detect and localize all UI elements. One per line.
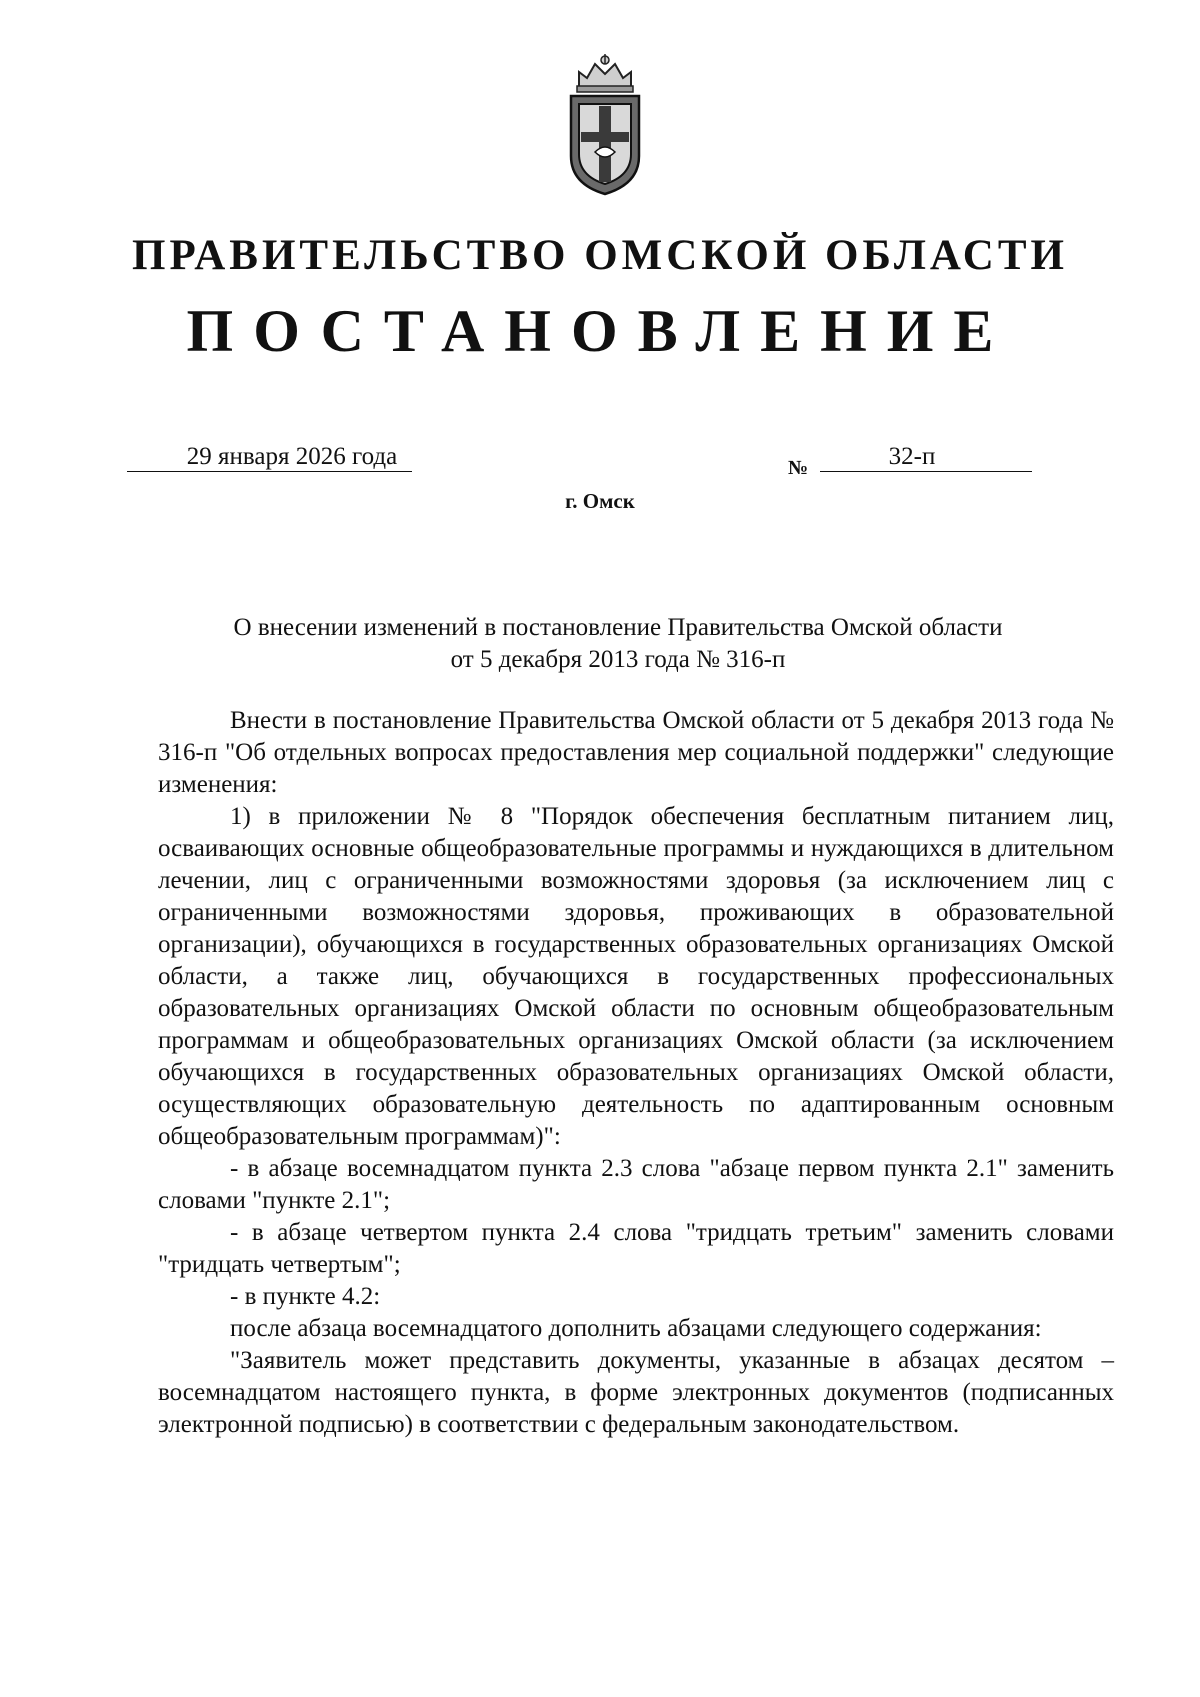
- body-paragraph: 1) в приложении № 8 "Порядок обеспечения бесплатным питанием лиц, осваивающих основные общеобразовательные программы и нуждающихся в длительном лечении, лиц с ограниченными возможностями здоровья (за исключением лиц с ограниченными возможностями здоровья, проживающих в образовательной организации), обучающихся в государственных образовательных организациях Омской области, а также лиц, обучающихся в государственных профессиональных образовательных организациях Омской области по основным общеобразовательным программам и общеобразовательных организациях Омской области (за исключением обучающихся в государственных образовательных организациях Омской области, осуществляющих образовательную деятельность по адаптированным основным общеобразовательным программам)":: [158, 803, 1114, 1150]
- body-paragraph: Внести в постановление Правительства Омской области от 5 декабря 2013 года № 316-п "Об отдельных вопросах предоставления мер социальной поддержки" следующие изменения:: [158, 707, 1114, 798]
- org-title: ПРАВИТЕЛЬСТВО ОМСКОЙ ОБЛАСТИ: [132, 232, 1068, 279]
- document-body: [158, 705, 1114, 1441]
- date-underline: [127, 471, 412, 472]
- number-sign: №: [788, 457, 809, 479]
- document-kind-title: ПОСТАНОВЛЕНИЕ: [186, 298, 1014, 364]
- city-name: г. Омск: [565, 489, 635, 513]
- body-paragraph: "Заявитель может представить документы, указанные в абзацах десятом – восемнадцатом настоящего пункта, в форме электронных документов (подписанных электронной подписью) в соответствии с федеральным законодательством.: [158, 1347, 1114, 1438]
- body-paragraph: после абзаца восемнадцатого дополнить абзацами следующего содержания:: [230, 1315, 1042, 1342]
- subject-line-2: от 5 декабря 2013 года № 316-п: [450, 646, 786, 673]
- body-paragraph: - в пункте 4.2:: [230, 1283, 381, 1310]
- document-subject: [158, 612, 1078, 676]
- body-paragraph: - в абзаце восемнадцатом пункта 2.3 слова "абзаце первом пункта 2.1" заменить словами "пункте 2.1";: [158, 1155, 1114, 1214]
- body-paragraph: - в абзаце четвертом пункта 2.4 слова "тридцать третьим" заменить словами "тридцать четвертым";: [158, 1219, 1114, 1278]
- number-underline: [820, 471, 1032, 472]
- omsk-coat-of-arms-icon: [565, 52, 645, 198]
- document-number: 32-п: [888, 443, 936, 470]
- document-date: 29 января 2026 года: [186, 443, 398, 470]
- subject-line-1: О внесении изменений в постановление Правительства Омской области: [233, 614, 1003, 641]
